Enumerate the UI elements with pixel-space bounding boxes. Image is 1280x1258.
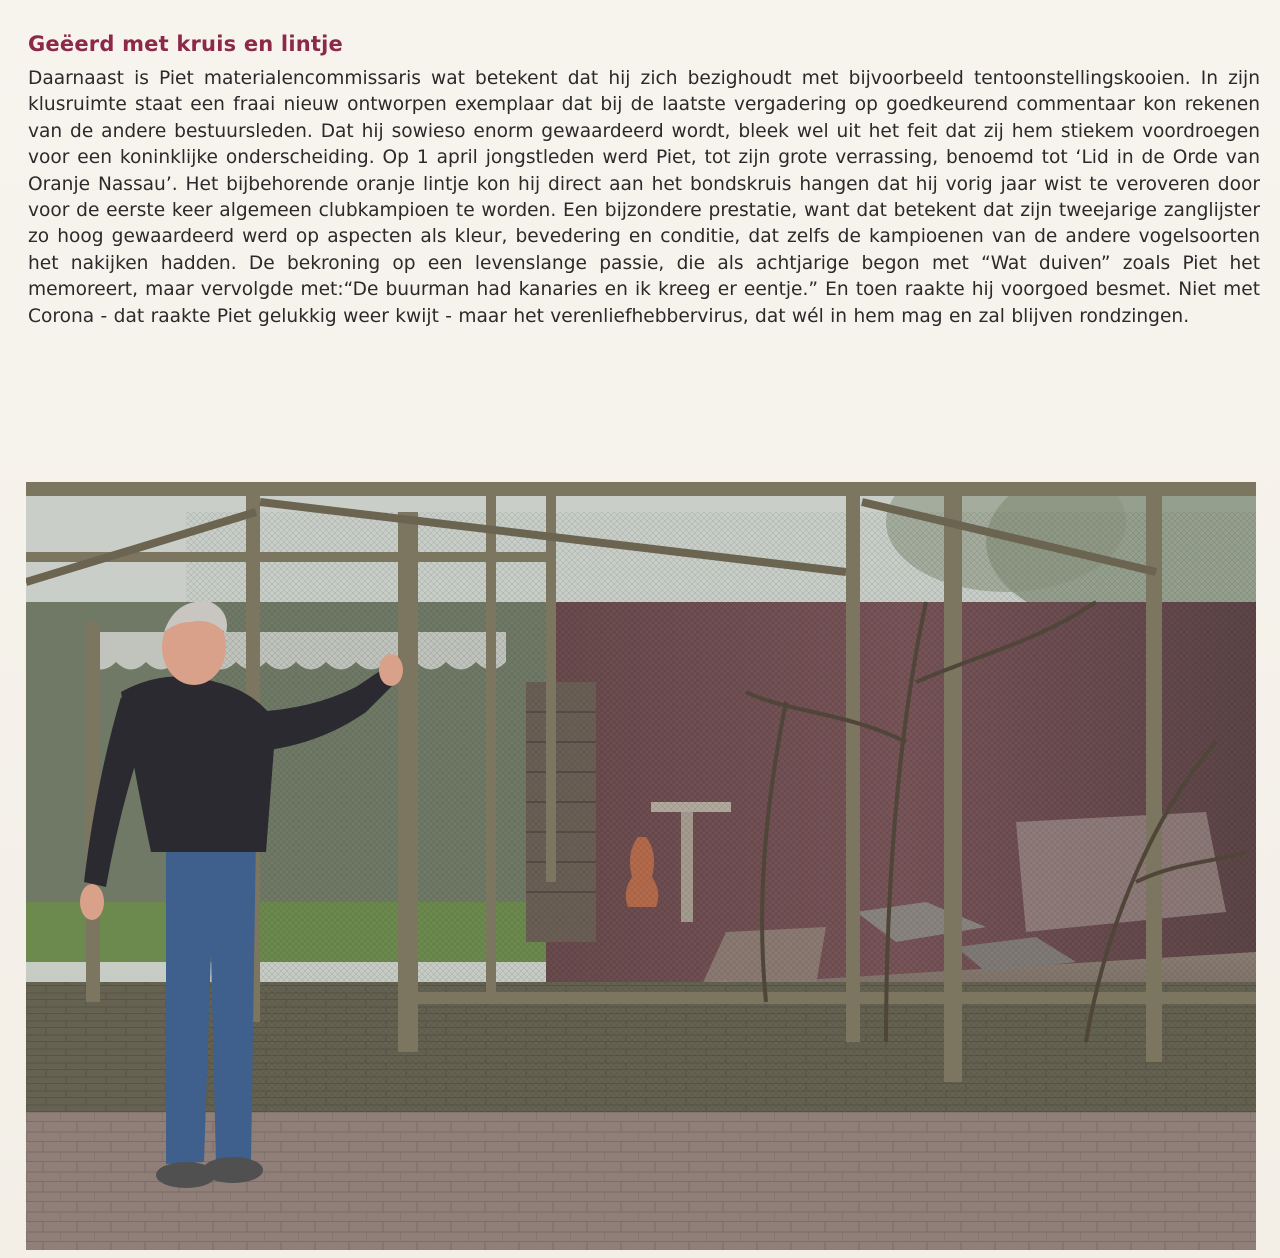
bleed-through-text (1260, 24, 1274, 75)
aviary-photo (26, 482, 1256, 1250)
article-body: Daarnaast is Piet materialencommissaris wat betekent dat hij zich bezighoudt met bijvoorbeeld tentoonstellingskooien. In zijn klusruimte staat een fraai nieuw ontworpen exemplaar dat bij de laatste vergadering op goedkeurend commentaar kon rekenen van de andere bestuursleden. Dat hij sowieso enorm gewaardeerd wordt, bleek wel uit het feit dat zij hem stiekem voordroegen voor een koninklijke onderscheiding. Op 1 april jongstleden werd Piet, tot zijn grote verrassing, benoemd tot ‘Lid in de Orde van Oranje Nassau’. Het bijbehorende oranje lintje kon hij direct aan het bondskruis hangen dat hij vorig jaar wist te veroveren door voor de eerste keer algemeen clubkampioen te worden. Een bijzondere prestatie, want dat betekent dat zijn tweejarige zanglijster zo hoog gewaardeerd werd op aspecten als kleur, bevedering en conditie, dat zelfs de kampioenen van de andere vogelsoorten het nakijken hadden. De bekroning op een levenslange passie, die als achtjarige begon met “Wat duiven” zoals Piet het memoreert, maar vervolgde met:“De buurman had kanaries en ik kreeg er eentje.” En toen raakte hij voorgoed besmet. Niet met Corona - dat raakte Piet gelukkig weer kwijt - maar het verenliefhebbervirus, dat wél in hem mag en zal blijven rondzingen. (28, 68, 1260, 327)
aviary-photo-illustration (26, 482, 1256, 1250)
article-heading: Geëerd met kruis en lintje (28, 32, 343, 56)
